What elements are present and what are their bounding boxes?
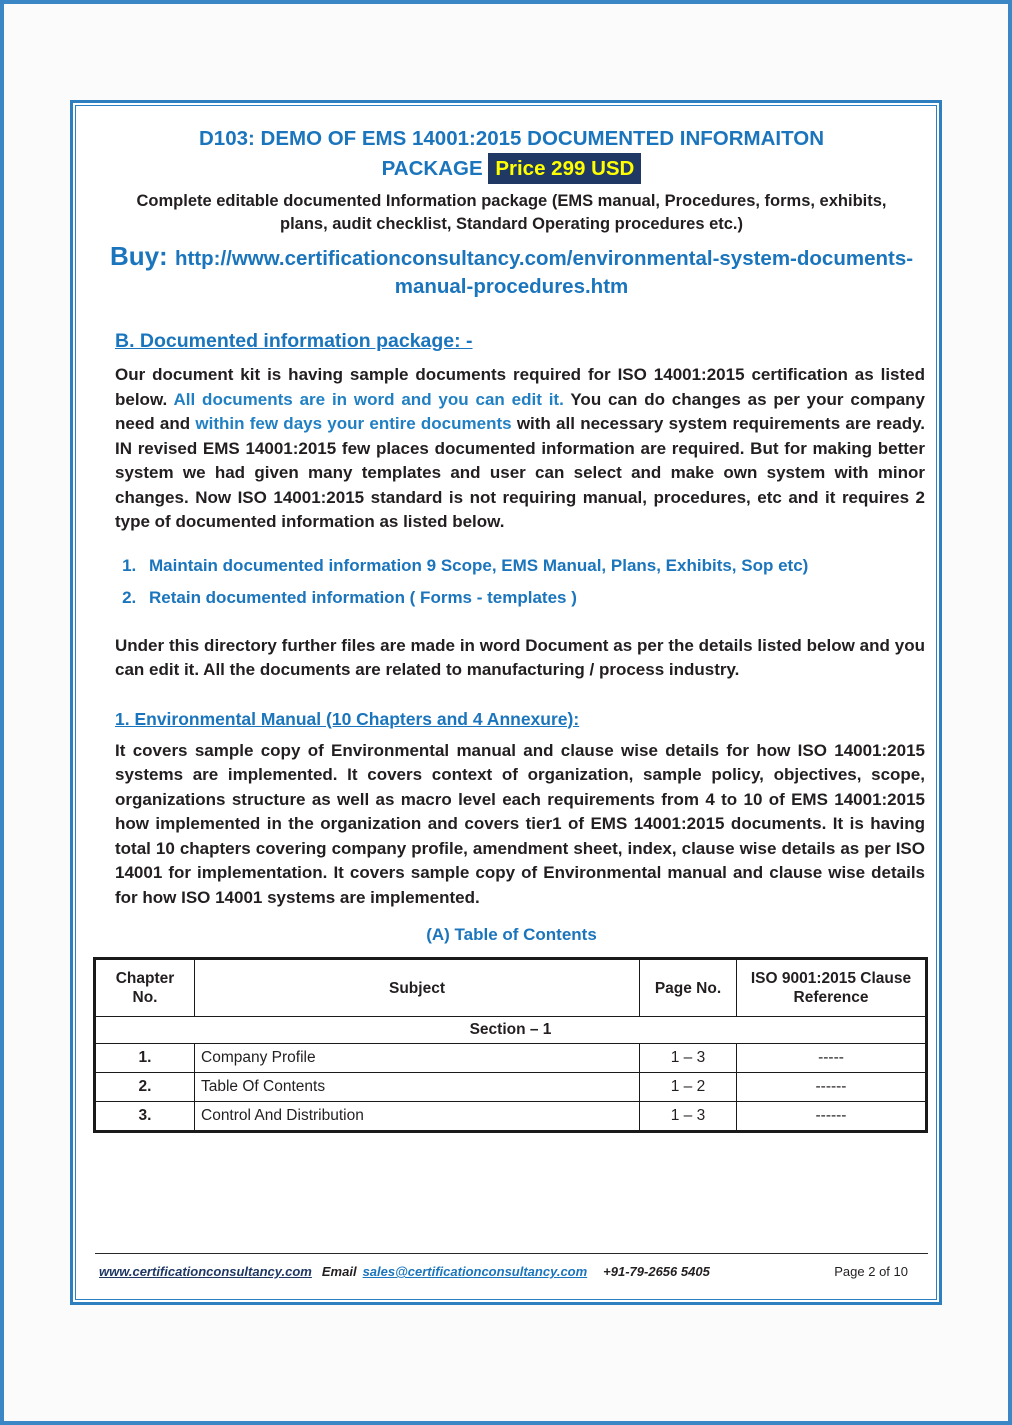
page-frame — [70, 100, 942, 1305]
text-run-highlight: within few days your entire documents — [195, 414, 517, 433]
section-b-heading: B. Documented information package: - — [115, 330, 473, 352]
price-badge: Price 299 USD — [488, 153, 641, 184]
toc-header-chapter: Chapter No. — [95, 959, 195, 1017]
toc-header-row — [95, 959, 927, 1017]
toc-cell-subject: Control And Distribution — [195, 1102, 640, 1132]
toc-cell-subject: Company Profile — [195, 1044, 640, 1073]
toc-cell-page: 1 – 3 — [640, 1102, 737, 1132]
manual-paragraph: It covers sample copy of Environmental manual and clause wise details for how ISO 14001:2015 systems are implemented. It covers context of organization, sample policy, objectives, scope, organizations structure as well as macro level each requirements from 4 to 10 of EMS 14001:2015 how implemented in the organization and covers tier1 of EMS 14001:2015 documents. It is having total 10 chapters covering company profile, amendment sheet, index, clause wise details as per ISO 14001 for implementation. It covers sample copy of Environmental manual and clause wise details for how ISO 14001 systems are implemented. — [115, 740, 925, 907]
list-item: 1. Maintain documented information 9 Scope, EMS Manual, Plans, Exhibits, Sop etc) — [141, 554, 925, 577]
toc-cell-clause: ----- — [737, 1044, 927, 1073]
toc-cell-chapter: 2. — [95, 1073, 195, 1102]
intro-paragraph — [115, 363, 925, 535]
text-run: with all necessary system requirements are ready. IN revised EMS 14001:2015 few places documented information are required. But for making better system we had given many templates and user can select and make own system with minor changes. Now ISO 14001:2015 standard is not requiring manual, procedures, etc and it requires 2 type of documented information as listed below. — [115, 414, 925, 531]
phone-number: +91-79-2656 5405 — [603, 1264, 710, 1279]
toc-table — [93, 957, 928, 1133]
buy-label: Buy: — [109, 241, 175, 271]
toc-section-row — [95, 1017, 927, 1044]
toc-cell-chapter: 1. — [95, 1044, 195, 1073]
title-line1: D103: DEMO OF EMS 14001:2015 DOCUMENTED INFORMAITON — [199, 127, 824, 150]
document-title — [93, 124, 930, 184]
list-item: 2. Retain documented information ( Forms - templates ) — [141, 586, 925, 609]
footer-row — [95, 1254, 928, 1279]
toc-cell-page: 1 – 3 — [640, 1044, 737, 1073]
table-row — [95, 1044, 927, 1073]
table-row — [95, 1073, 927, 1102]
manual-heading: 1. Environmental Manual (10 Chapters and 4 Annexure): — [115, 708, 580, 729]
toc-cell-subject: Table Of Contents — [195, 1073, 640, 1102]
buy-link[interactable]: http://www.certificationconsultancy.com/environmental-system-documents-manual-procedures.htm — [174, 247, 914, 298]
text-run: You can do changes as per your company need and — [115, 389, 925, 433]
toc-cell-clause: ------ — [737, 1102, 927, 1132]
email-link[interactable]: sales@certificationconsultancy.com — [362, 1264, 588, 1279]
documented-info-list — [115, 554, 925, 618]
toc-section-label: Section – 1 — [95, 1017, 927, 1044]
table-row — [95, 1102, 927, 1132]
page-indicator: Page 2 of 10 — [834, 1264, 908, 1279]
toc-title: (A) Table of Contents — [426, 925, 597, 944]
footer — [93, 1253, 930, 1299]
toc-cell-clause: ------ — [737, 1073, 927, 1102]
website-link[interactable]: www.certificationconsultancy.com — [99, 1264, 312, 1279]
text-run: Our document kit is having sample documents required for ISO 14001:2015 certification as listed below. — [115, 365, 925, 409]
toc-header-subject: Subject — [195, 959, 640, 1017]
toc-cell-chapter: 3. — [95, 1102, 195, 1132]
text-run-highlight: All documents are in word and you can edit it. — [173, 389, 571, 409]
title-line2: PACKAGE — [381, 157, 489, 180]
page-content — [75, 105, 937, 1300]
buy-line — [93, 242, 930, 301]
email-label: Email — [321, 1264, 357, 1279]
toc-header-clause: ISO 9001:2015 Clause Reference — [737, 959, 927, 1017]
toc-header-page: Page No. — [640, 959, 737, 1017]
toc-cell-page: 1 – 2 — [640, 1073, 737, 1102]
directory-note: Under this directory further files are made in word Document as per the details listed below and you can edit it. All the documents are related to manufacturing / process industry. — [115, 635, 925, 679]
document-subtitle: Complete editable documented Information package (EMS manual, Procedures, forms, exhibits, plans, audit checklist, Standard Operating procedures etc.) — [136, 192, 887, 233]
